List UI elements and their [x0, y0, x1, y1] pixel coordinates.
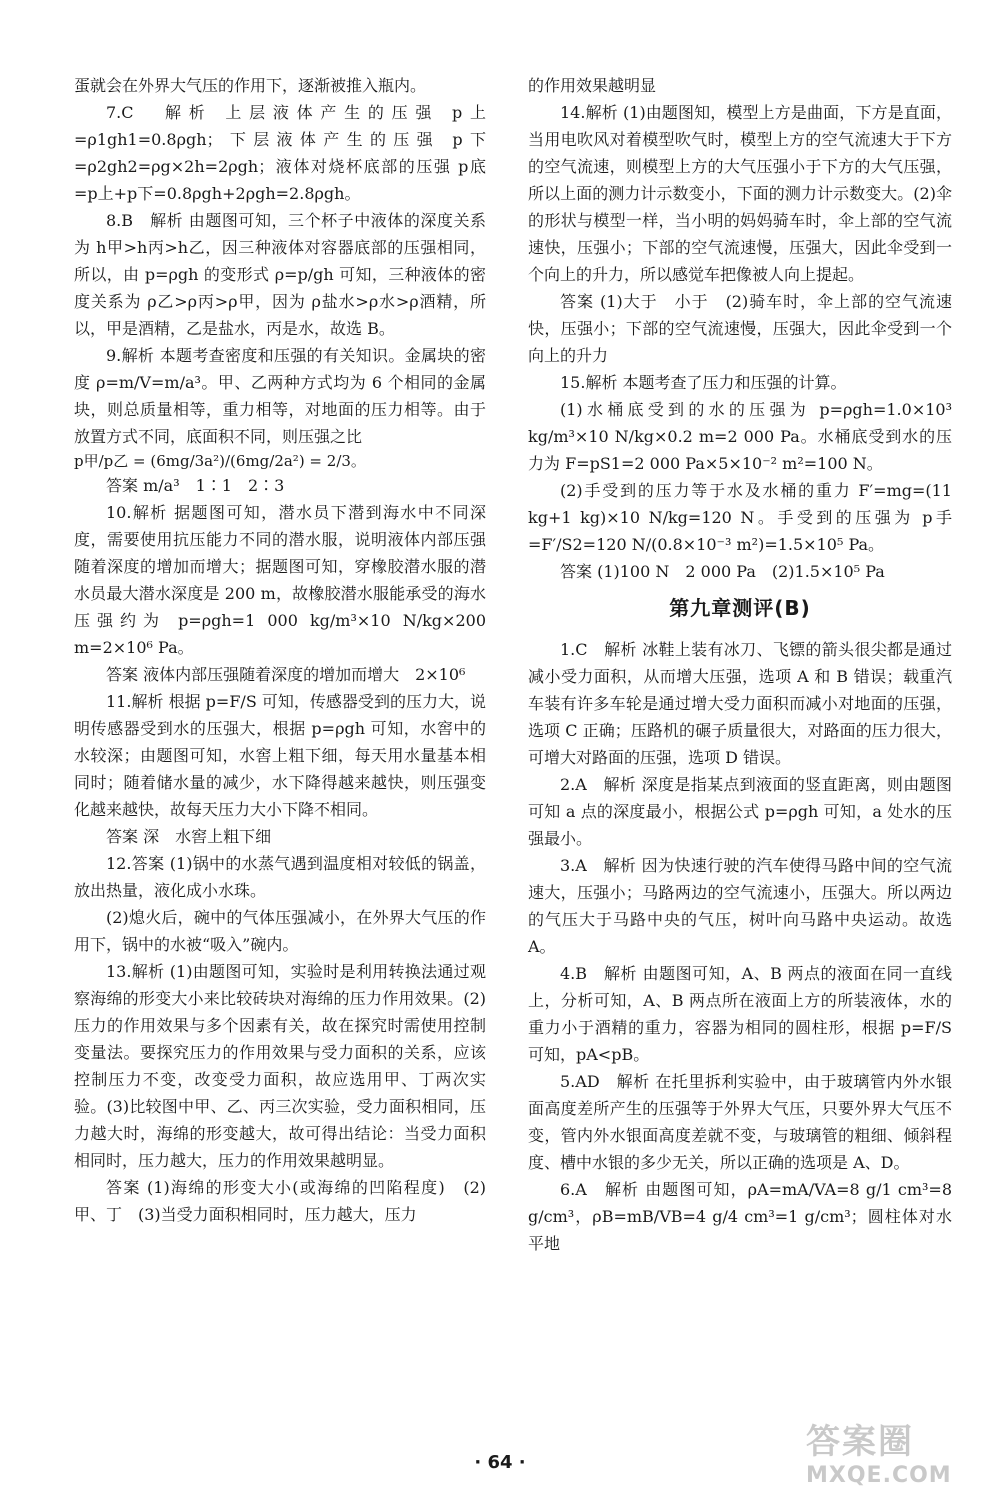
left-paragraph: (2)熄火后，碗中的气体压强减小，在外界大气压的作用下，锅中的水被“吸入”碗内。 — [74, 908, 486, 954]
right-bottom-paragraph: 2.A 解析 深度是指某点到液面的竖直距离，则由题图可知 a 点的深度最小，根据公式 p=ρgh 可知，a 处水的压强最小。 — [528, 775, 952, 848]
right-bottom-paragraph: 3.A 解析 因为快速行驶的汽车使得马路中间的空气流速大，压强小；马路两边的空气流速小，压强大。所以两边的气压大于马路中央的气压，树叶向马路中央运动。故选 A。 — [528, 856, 952, 956]
right-top-paragraph: 答案 (1)100 N 2 000 Pa (2)1.5×10⁵ Pa — [560, 562, 885, 581]
left-paragraph: 答案 深 水窖上粗下细 — [106, 827, 272, 846]
left-paragraph: 8.B 解析 由题图可知，三个杯子中液体的深度关系为 h甲>h丙>h乙，因三种液体对容器底部的压强相同，所以，由 p=ρgh 的变形式 ρ=p/gh 可知，三种液体的密度关系为 ρ乙>ρ丙>ρ甲，因为 ρ盐水>ρ水>ρ酒精，所以，甲是酒精，乙是盐水，丙是水，故选 B。 — [74, 211, 486, 338]
right-bottom-answers — [528, 636, 952, 1257]
left-paragraph: p甲/p乙 = (6mg/3a²)/(6mg/2a²) = 2/3。 — [74, 452, 366, 470]
right-top-paragraph: (2)手受到的压力等于水及水桶的重力 F′=mg=(11 kg+1 kg)×10 N/kg=120 N。手受到的压强为 p手=F′/S2=120 N/(0.8×10⁻³ m²)=1.5×10⁵ Pa。 — [528, 481, 952, 554]
right-bottom-paragraph: 1.C 解析 冰鞋上装有冰刀、飞镖的箭头很尖都是通过减小受力面积，从而增大压强，选项 A 和 B 错误；载重汽车装有许多车轮是通过增大受力面积而减小对地面的压强，选项 C 正确；压路机的碾子质量很大，对路面的压力很大，可增大对路面的压强，选项 D 错误。 — [528, 640, 952, 767]
right-top-paragraph: 15.解析 本题考查了压力和压强的计算。 — [560, 373, 847, 392]
left-paragraph: 12.答案 (1)锅中的水蒸气遇到温度相对较低的锅盖，放出热量，液化成小水珠。 — [74, 854, 486, 900]
section-title: 第九章测评(B) — [669, 596, 811, 620]
left-column — [74, 72, 486, 1228]
left-paragraph: 蛋就会在外界大气压的作用下，逐渐被推入瓶内。 — [74, 76, 427, 95]
right-bottom-paragraph: 5.AD 解析 在托里拆利实验中，由于玻璃管内外水银面高度差所产生的压强等于外界大气压，只要外界大气压不变，管内外水银面高度差就不变，与玻璃管的粗细、倾斜程度、槽中水银的多少无关，所以正确的选项是 A、D。 — [528, 1072, 952, 1172]
right-top-answers — [528, 72, 952, 585]
right-top-paragraph: 的作用效果越明显 — [528, 76, 657, 95]
right-bottom-paragraph: 6.A 解析 由题图可知，ρA=mA/VA=8 g/1 cm³=8 g/cm³，ρB=mB/VB=4 g/4 cm³=1 g/cm³；圆柱体对水平地 — [528, 1180, 952, 1253]
right-column — [528, 72, 952, 1257]
left-paragraph: 答案 液体内部压强随着深度的增加而增大 2×10⁶ — [106, 665, 466, 684]
right-top-paragraph: 14.解析 (1)由题图知，模型上方是曲面，下方是直面，当用电吹风对着模型吹气时，模型上方的空气流速大于下方的空气流速，则模型上方的大气压强小于下方的大气压强，所以上面的测力计示数变小，下面的测力计示数变大。(2)伞的形状与模型一样，当小明的妈妈骑车时，伞上部的空气流速快，压强小；下部的空气流速慢，压强大，因此伞受到一个向上的升力，所以感觉车把像被人向上提起。 — [528, 103, 952, 284]
left-paragraph: 答案 (1)海绵的形变大小(或海绵的凹陷程度) (2)甲、丁 (3)当受力面积相同时，压力越大，压力 — [74, 1178, 486, 1224]
watermark-line2: MXQE.COM — [806, 1463, 952, 1488]
right-bottom-paragraph: 4.B 解析 由题图可知，A、B 两点的液面在同一直线上，分析可知，A、B 两点所在液面上方的所装液体，水的重力小于酒精的重力，容器为相同的圆柱形，根据 p=F/S 可知，pA<pB。 — [528, 964, 952, 1064]
left-paragraph: 11.解析 根据 p=F/S 可知，传感器受到的压力大，说明传感器受到水的压强大，根据 p=ρgh 可知，水窖中的水较深；由题图可知，水窖上粗下细，每天用水量基本相同时；随着储水量的减少，水下降得越来越快，则压强变化越来越快，故每天压力大小下降不相同。 — [74, 692, 486, 819]
watermark-line1: 答案圈 — [806, 1422, 914, 1462]
left-paragraph: 10.解析 据题图可知，潜水员下潜到海水中不同深度，需要使用抗压能力不同的潜水服，说明液体内部压强随着深度的增加而增大；据题图可知，穿橡胶潜水服的潜水员最大潜水深度是 200 m，故橡胶潜水服能承受的海水压强约为 p=ρgh=1 000 kg/m³×10 N/kg×200 m=2×10⁶ Pa。 — [74, 503, 486, 657]
left-paragraph: 13.解析 (1)由题图可知，实验时是利用转换法通过观察海绵的形变大小来比较砖块对海绵的压力作用效果。(2)压力的作用效果与多个因素有关，故在探究时需使用控制变量法。要探究压力的作用效果与受力面积的关系，应该控制压力不变，改变受力面积，故应选用甲、丁两次实验。(3)比较图中甲、乙、丙三次实验，受力面积相同，压力越大时，海绵的形变越大，故可得出结论：当受力面积相同时，压力越大，压力的作用效果越明显。 — [74, 962, 486, 1170]
watermark-logo — [806, 1414, 976, 1488]
right-top-paragraph: (1)水桶底受到的水的压强为 p=ρgh=1.0×10³ kg/m³×10 N/kg×0.2 m=2 000 Pa。水桶底受到水的压力为 F=pS1=2 000 Pa×5×10⁻² m²=100 N。 — [528, 400, 952, 473]
left-paragraph: 7.C 解析 上层液体产生的压强 p上=ρ1gh1=0.8ρgh；下层液体产生的压强 p下=ρ2gh2=ρg×2h=2ρgh；液体对烧杯底部的压强 p底=p上+p下=0.8ρgh+2ρgh=2.8ρgh。 — [74, 103, 486, 203]
right-top-paragraph: 答案 (1)大于 小于 (2)骑车时，伞上部的空气流速快，压强小；下部的空气流速慢，压强大，因此伞受到一个向上的升力 — [528, 292, 952, 365]
page-number: · 64 · — [474, 1452, 526, 1473]
left-paragraph: 9.解析 本题考查密度和压强的有关知识。金属块的密度 ρ=m/V=m/a³。甲、乙两种方式均为 6 个相同的金属块，则总质量相等，重力相等，对地面的压力相等。由于放置方式不同，底面积不同，则压强之比 — [74, 346, 486, 446]
left-paragraph: 答案 m/a³ 1∶1 2∶3 — [106, 476, 285, 495]
